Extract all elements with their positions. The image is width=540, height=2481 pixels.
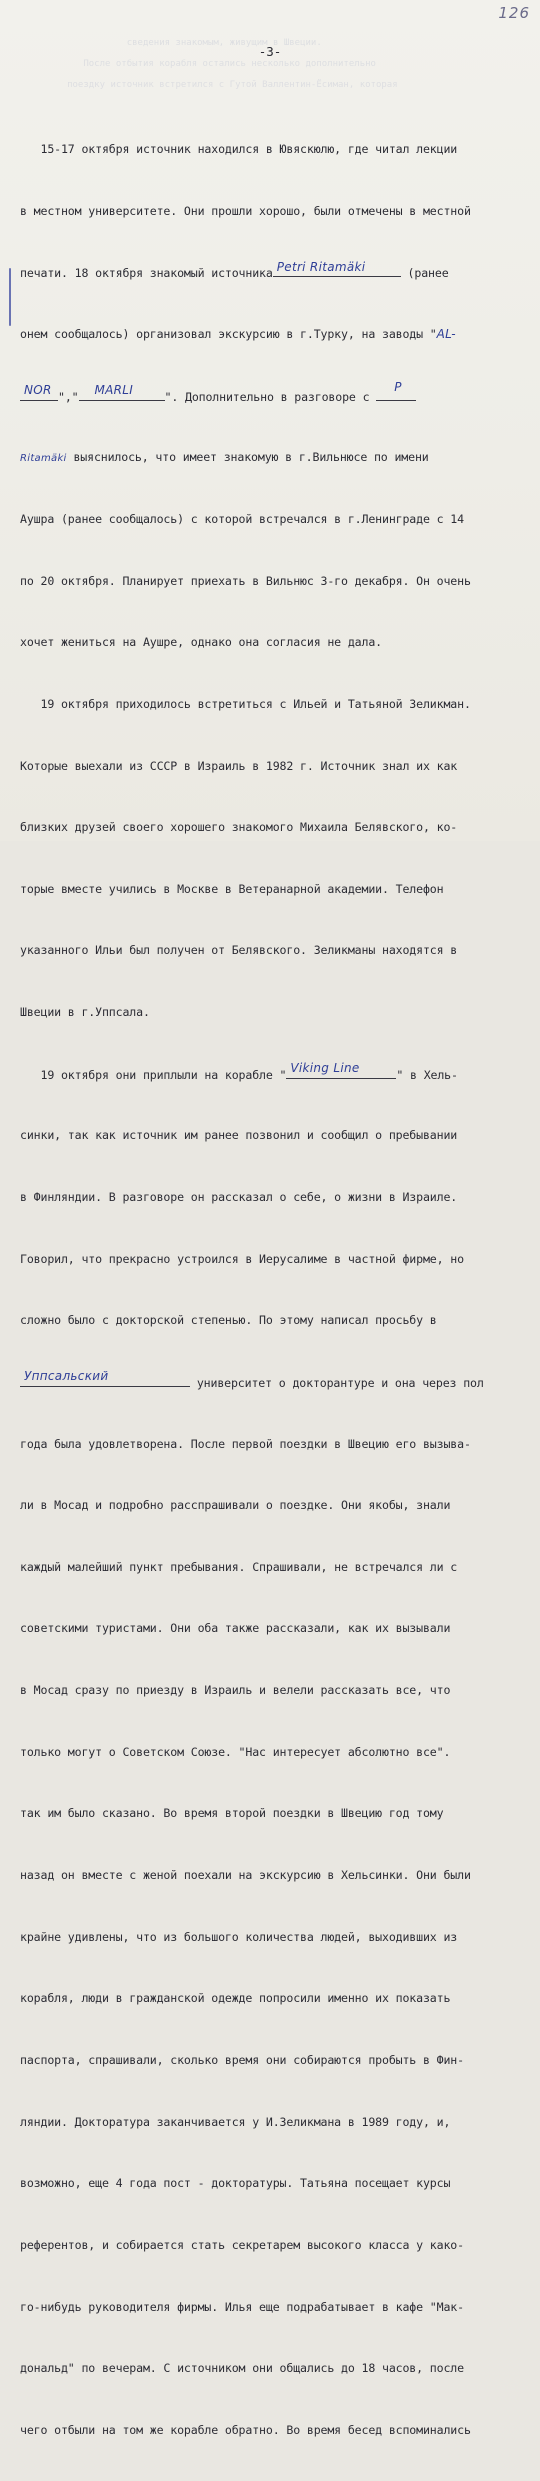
text-line: 19 октября они приплыли на корабле " Viking Line " в Хель- bbox=[20, 1064, 530, 1085]
text-line: NOR "," MARLI ". Дополнительно в разговоре с P bbox=[20, 386, 530, 407]
text-line: Говорил, что прекрасно устроился в Иерусалиме в частной фирме, но bbox=[20, 1251, 464, 1266]
text-line: паспорта, спрашивали, сколько время они собираются пробыть в Фин- bbox=[20, 2052, 464, 2067]
handwritten-blank bbox=[273, 259, 401, 277]
handwritten-blank bbox=[286, 1061, 396, 1079]
text-line: ляндии. Докторатура заканчивается у И.Зеликмана в 1989 году, и, bbox=[20, 2114, 451, 2129]
text-line: сложно было с докторской степенью. По этому написал просьбу в bbox=[20, 1313, 437, 1328]
text-line: каждый малейший пункт пребывания. Спрашивали, не встречался ли с bbox=[20, 1559, 458, 1574]
text-line: советскими туристами. Они оба также рассказали, как их вызывали bbox=[20, 1621, 451, 1636]
text-line: печати. 18 октября знакомый источника Petri Ritamäki (ранее bbox=[20, 262, 530, 283]
text-line: близких друзей своего хорошего знакомого Михаила Белявского, ко- bbox=[20, 820, 458, 835]
text-line: Ritamäki выяснилось, что имеет знакомую в г.Вильнюсе по имени bbox=[20, 450, 429, 465]
text-line: года была удовлетворена. После первой поездки в Швецию его вызыва- bbox=[20, 1436, 471, 1451]
text-line: го-нибудь руководителя фирмы. Илья еще подрабатывает в кафе "Мак- bbox=[20, 2299, 464, 2314]
text-line: синки, так как источник им ранее позвонил и сообщил о пребывании bbox=[20, 1128, 458, 1143]
text-line: Которые выехали из СССР в Израиль в 1982 г. Источник знал их как bbox=[20, 758, 458, 773]
text-line: Аушра (ранее сообщалось) с которой встречался в г.Ленинграде с 14 bbox=[20, 511, 464, 526]
folio-number: 126 bbox=[498, 4, 530, 22]
handwritten-ship: Viking Line bbox=[290, 1061, 360, 1076]
text-line: онем сообщалось) организовал экскурсию в г.Турку, на заводы "AL- bbox=[20, 327, 456, 342]
text-line: возможно, еще 4 года пост - докторатуры. Татьяна посещает курсы bbox=[20, 2176, 451, 2191]
handwritten-blank bbox=[20, 1369, 190, 1387]
text-line: в Мосад сразу по приезду в Израиль и велели рассказать все, что bbox=[20, 1683, 451, 1698]
text-line: ли в Мосад и подробно расспрашивали о поездке. Они якобы, знали bbox=[20, 1498, 451, 1513]
text-line: торые вместе учились в Москве в Ветеранарной академии. Телефон bbox=[20, 881, 444, 896]
margin-mark bbox=[9, 268, 11, 326]
handwritten-blank: P bbox=[376, 386, 416, 401]
text-line: в местном университете. Они прошли хорошо, были отмечены в местной bbox=[20, 203, 471, 218]
text-line: 15-17 октября источник находился в Ювяскюлю, где читал лекции bbox=[20, 142, 458, 157]
text-line: референтов, и собирается стать секретарем высокого класса у како- bbox=[20, 2237, 464, 2252]
text-line: в Финляндии. В разговоре он рассказал о себе, о жизни в Израиле. bbox=[20, 1189, 458, 1204]
text-line: так им было сказано. Во время второй поездки в Швецию год тому bbox=[20, 1806, 444, 1821]
handwritten-blank: NOR bbox=[20, 386, 58, 401]
handwritten-factory-marli: MARLI bbox=[94, 383, 134, 398]
text-line: указанного Ильи был получен от Белявского. Зеликманы находятся в bbox=[20, 943, 458, 958]
handwritten-name: Petri Ritamäki bbox=[276, 259, 366, 274]
text-line: хочет жениться на Аушре, однако она согласия не дала. bbox=[20, 635, 382, 650]
text-line: Швеции в г.Уппсала. bbox=[20, 1005, 150, 1020]
text-line: 19 октября приходилось встретиться с Ильей и Татьяной Зеликман. bbox=[20, 696, 471, 711]
text-line: Уппсальский университет о докторантуре и она через пол bbox=[20, 1372, 530, 1393]
handwritten-blank bbox=[79, 383, 165, 401]
handwritten-surname: Ritamäki bbox=[20, 453, 67, 465]
text-line: только могут о Советском Союзе. "Нас интересует абсолютно все". bbox=[20, 1744, 451, 1759]
handwritten-factory: AL- bbox=[436, 327, 456, 342]
text-line: дональд" по вечерам. С источником они общались до 18 часов, после bbox=[20, 2361, 464, 2376]
show-through-text: сведения знакомым, живущим в Швеции. После отбытия корабля остались несколько дополнительно поездку источник встретился с Гутой Валлентин-Ёсиман, которая bbox=[67, 38, 398, 90]
text-line: назад он вместе с женой поехали на экскурсию в Хельсинки. Они были bbox=[20, 1868, 471, 1883]
handwritten-university: Уппсальский bbox=[24, 1369, 109, 1384]
text-line: крайне удивлены, что из большого количества людей, выходивших из bbox=[20, 1929, 458, 1944]
page-number: -3- bbox=[258, 44, 282, 59]
typed-body bbox=[20, 98, 530, 2481]
text-line: по 20 октября. Планирует приехать в Вильнюс 3-го декабря. Он очень bbox=[20, 573, 471, 588]
text-line: чего отбыли на том же корабле обратно. Во время бесед вспоминались bbox=[20, 2422, 471, 2437]
text-line: корабля, люди в гражданской одежде попросили именно их показать bbox=[20, 1991, 451, 2006]
